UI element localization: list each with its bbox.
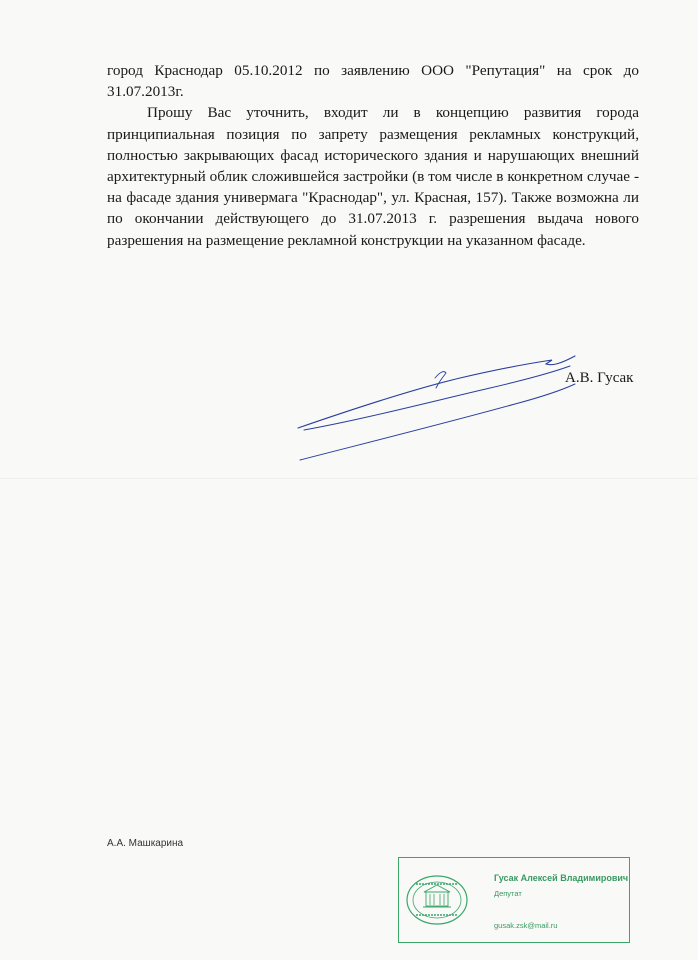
stamp-deputy-role: Депутат xyxy=(494,889,522,898)
letter-paragraph-1: город Краснодар 05.10.2012 по заявлению ООО "Репутация" на срок до 31.07.2013г. xyxy=(107,62,639,101)
handwritten-signature xyxy=(290,340,590,470)
executor-name: А.А. Машкарина xyxy=(107,838,184,849)
signer-name: А.В. Гусак xyxy=(565,370,634,386)
letter-body xyxy=(107,60,639,251)
letter-paragraph-2: Прошу Вас уточнить, входит ли в концепцию развития города принципиальная позиция по запрету размещения рекламных конструкций, полностью закрывающих фасад исторического здания и нарушающих внешний архитектурный облик сложившейся застройки (в том числе в конкретном случае - на фасаде здания универмага "Краснодар", ул. Красная, 157). Также возможна ли по окончании действующего до 31.07.2013 г. разрешения выдача нового разрешения на размещение рекламной конструкции на указанном фасаде. xyxy=(107,104,639,249)
stamp-deputy-name: Гусак Алексей Владимирович xyxy=(494,873,629,883)
legislative-building-icon xyxy=(404,870,470,930)
paper-fold xyxy=(0,478,698,479)
stamp-email: gusak.zsk@mail.ru xyxy=(494,921,558,930)
deputy-stamp xyxy=(398,857,630,943)
